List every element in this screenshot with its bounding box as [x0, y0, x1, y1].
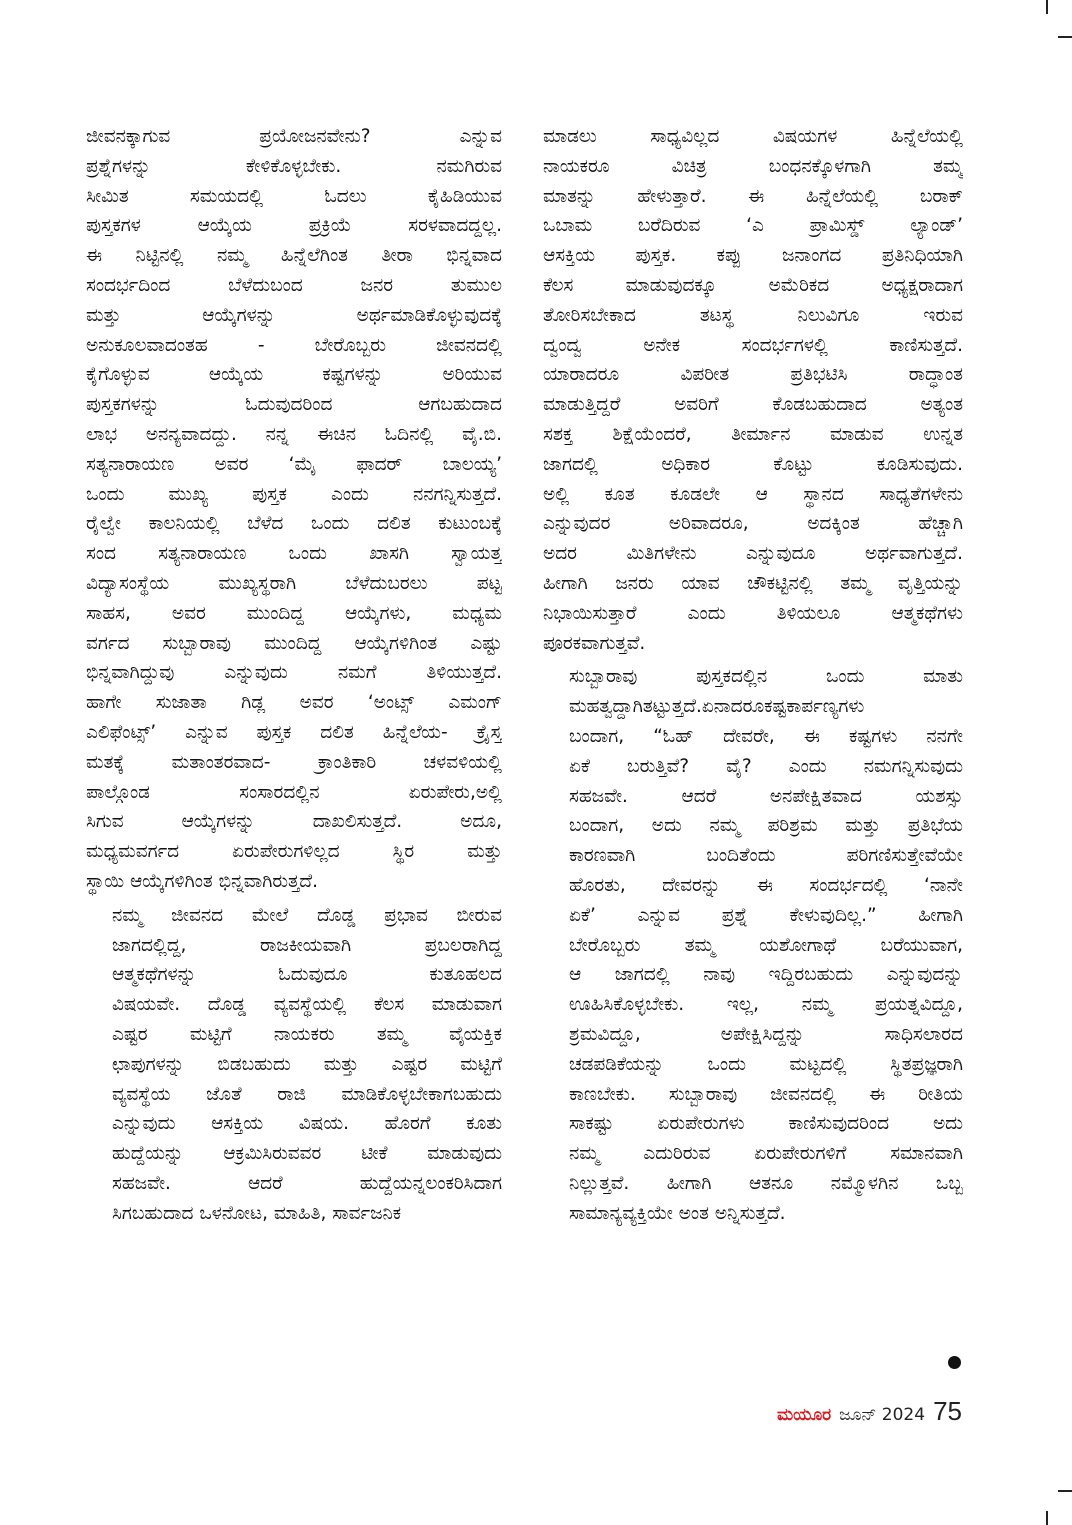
text-line: ಸತ್ಯನಾರಾಯಣ ಅವರ ‘ಮೈ ಫಾದರ್ ಬಾಲಯ್ಯ’ — [86, 453, 502, 475]
text-line: ವಿಷಯವೇ. ದೊಡ್ಡ ವ್ಯವಸ್ಥೆಯಲ್ಲಿ ಕೆಲಸ ಮಾಡುವಾಗ — [112, 994, 502, 1016]
text-line: ಎನ್ನುವುದು ಆಸಕ್ತಿಯ ವಿಷಯ. ಹೊರಗೆ ಕೂತು — [112, 1113, 502, 1135]
text-line: ಹುದ್ದೆಯನ್ನು ಆಕ್ರಮಿಸಿರುವವರ ಟೀಕೆ ಮಾಡುವುದು — [112, 1143, 502, 1165]
text-line: ಸಾಮಾನ್ಯವ್ಯಕ್ತಿಯೇ ಅಂತ ಅನ್ನಿಸುತ್ತದೆ. — [569, 1202, 786, 1224]
text-line: ಸಹಜವೇ. ಆದರೆ ಅನಪೇಕ್ಷಿತವಾದ ಯಶಸ್ಸು — [569, 785, 963, 807]
text-line: ಅಲ್ಲಿ ಕೂತ ಕೂಡಲೇ ಆ ಸ್ಥಾನದ ಸಾಧ್ಯತೆಗಳೇನು — [543, 483, 963, 505]
page-number: 75 — [933, 1396, 962, 1426]
text-line: ಅನುಕೂಲವಾದಂತಹ - ಬೇರೊಬ್ಬರು ಜೀವನದಲ್ಲಿ — [86, 334, 502, 356]
crop-mark — [1058, 36, 1072, 38]
text-line: ಜಾಗದಲ್ಲಿ ಅಧಿಕಾರ ಕೊಟ್ಟು ಕೂಡಿಸುವುದು. — [543, 453, 963, 475]
text-line: ಮಧ್ಯಮವರ್ಗದ ಏರುಪೇರುಗಳಿಲ್ಲದ ಸ್ಥಿರ ಮತ್ತು — [86, 841, 502, 863]
text-line: ಕೆಲಸ ಮಾಡುವುದಕ್ಕೂ ಅಮೆರಿಕದ ಅಧ್ಯಕ್ಷರಾದಾಗ — [543, 274, 963, 296]
text-line: ಎನ್ನುವುದರ ಅರಿವಾದರೂ, ಅದಕ್ಕಿಂತ ಹೆಚ್ಚಾಗಿ — [543, 513, 963, 535]
text-line: ಪುಸ್ತಕಗಳ ಆಯ್ಕೆಯ ಪ್ರಕ್ರಿಯೆ ಸರಳವಾದದ್ದಲ್ಲ. — [86, 215, 502, 237]
crop-mark — [1058, 1490, 1072, 1492]
text-line: ಸಹಜವೇ. ಆದರೆ ಹುದ್ದೆಯನ್ನಲಂಕರಿಸಿದಾಗ — [112, 1172, 502, 1194]
text-line: ಚಡಪಡಿಕೆಯನ್ನು ಒಂದು ಮಟ್ಟದಲ್ಲಿ ಸ್ಥಿತಪ್ರಜ್ಞರಾಗಿ — [569, 1053, 963, 1075]
text-line: ಈ ನಿಟ್ಟಿನಲ್ಲಿ ನಮ್ಮ ಹಿನ್ನೆಲೆಗಿಂತ ತೀರಾ ಭಿನ್ನವಾದ — [86, 245, 502, 267]
text-line: ಒಂದು ಮುಖ್ಯ ಪುಸ್ತಕ ಎಂದು ನನಗನ್ನಿಸುತ್ತದೆ. — [86, 483, 502, 505]
text-line: ಪೂರಕವಾಗುತ್ತವೆ. — [543, 632, 646, 654]
text-line: ಆಸಕ್ತಿಯ ಪುಸ್ತಕ. ಕಪ್ಪು ಜನಾಂಗದ ಪ್ರತಿನಿಧಿಯಾಗಿ — [543, 245, 963, 267]
text-line: ಮಾತನ್ನು ಹೇಳುತ್ತಾರೆ. ಈ ಹಿನ್ನೆಲೆಯಲ್ಲಿ ಬರಾಕ್ — [543, 185, 963, 207]
text-line: ಬೇರೊಬ್ಬರು ತಮ್ಮ ಯಶೋಗಾಥೆ ಬರೆಯುವಾಗ, — [569, 934, 963, 956]
text-line: ಸ್ಥಾಯಿ ಆಯ್ಕೆಗಳಿಗಿಂತ ಭಿನ್ನವಾಗಿರುತ್ತದೆ. — [86, 870, 318, 892]
text-line: ಕಾಣಬೇಕು. ಸುಬ್ಬಾರಾವು ಜೀವನದಲ್ಲಿ ಈ ರೀತಿಯ — [569, 1083, 963, 1105]
crop-mark — [1046, 1511, 1048, 1525]
text-line: ನಮ್ಮ ಎದುರಿರುವ ಏರುಪೇರುಗಳಿಗೆ ಸಮಾನವಾಗಿ — [569, 1143, 963, 1165]
text-line: ಹೀಗಾಗಿ ಜನರು ಯಾವ ಚೌಕಟ್ಟಿನಲ್ಲಿ ತಮ್ಮ ವೃತ್ತಿಯನ್ನು — [543, 572, 963, 594]
text-line: ಪ್ರಶ್ನೆಗಳನ್ನು ಕೇಳಿಕೊಳ್ಳಬೇಕು. ನಮಗಿರುವ — [86, 155, 502, 177]
paragraph — [543, 122, 963, 658]
text-line: ಜಾಗದಲ್ಲಿದ್ದ, ರಾಜಕೀಯವಾಗಿ ಪ್ರಬಲರಾಗಿದ್ದ — [112, 934, 502, 956]
text-line: ಸುಬ್ಬಾರಾವು ಪುಸ್ತಕದಲ್ಲಿನ ಒಂದು ಮಾತು — [569, 666, 963, 688]
text-line: ಬಂದಾಗ, “ಓಹ್ ದೇವರೇ, ಈ ಕಷ್ಟಗಳು ನನಗೇ — [569, 725, 963, 747]
text-line: ಹೊರತು, ದೇವರನ್ನು ಈ ಸಂದರ್ಭದಲ್ಲಿ ‘ನಾನೇ — [569, 874, 963, 896]
text-line: ವ್ಯವಸ್ಥೆಯ ಜೊತೆ ರಾಜಿ ಮಾಡಿಕೊಳ್ಳಬೇಕಾಗಬಹುದು — [112, 1083, 502, 1105]
crop-mark — [1046, 0, 1048, 14]
text-line: ಶ್ರಮವಿದ್ದೂ, ಅಪೇಕ್ಷಿಸಿದ್ದನ್ನು ಸಾಧಿಸಲಾರದ — [569, 1023, 963, 1045]
text-line: ಹಾಗೇ ಸುಜಾತಾ ಗಿಡ್ಲ ಅವರ ‘ಅಂಟ್ಸ್ ಎಮಂಗ್ — [86, 692, 502, 714]
text-line: ಲಾಭ ಅನನ್ಯವಾದದ್ದು. ನನ್ನ ಈಚಿನ ಓದಿನಲ್ಲಿ ವೈ.ಬಿ. — [86, 423, 502, 445]
text-line: ಮಹತ್ವದ್ದಾಗಿತಟ್ಟುತ್ತದೆ.ಏನಾದರೂಕಷ್ಟಕಾರ್ಪಣ್ಯಗಳು — [569, 696, 865, 718]
text-line: ಸಂದ ಸತ್ಯನಾರಾಯಣ ಒಂದು ಖಾಸಗಿ ಸ್ವಾಯತ್ತ — [86, 543, 502, 565]
left-column — [86, 122, 502, 1228]
text-line: ಅದರ ಮಿತಿಗಳೇನು ಎನ್ನುವುದೂ ಅರ್ಥವಾಗುತ್ತದೆ. — [543, 543, 963, 565]
text-line: ಕಾರಣವಾಗಿ ಬಂದಿತೆಂದು ಪರಿಗಣಿಸುತ್ತೇವೆಯೇ — [569, 845, 963, 867]
text-line: ಬಂದಾಗ, ಅದು ನಮ್ಮ ಪರಿಶ್ರಮ ಮತ್ತು ಪ್ರತಿಭೆಯ — [569, 815, 963, 837]
text-line: ಮಾಡಲು ಸಾಧ್ಯವಿಲ್ಲದ ವಿಷಯಗಳ ಹಿನ್ನೆಲೆಯಲ್ಲಿ — [543, 126, 963, 147]
text-line: ಮತ್ತು ಆಯ್ಕೆಗಳನ್ನು ಅರ್ಥಮಾಡಿಕೊಳ್ಳುವುದಕ್ಕೆ — [86, 304, 502, 326]
right-column — [543, 122, 963, 1228]
text-line: ಒಬಾಮ ಬರೆದಿರುವ ‘ಎ ಪ್ರಾಮಿಸ್ಡ್ ಲ್ಯಾಂಡ್’ — [543, 215, 963, 237]
text-line: ಸಶಕ್ತ ಶಿಕ್ಷೆಯೆಂದರೆ, ತೀರ್ಮಾನ ಮಾಡುವ ಉನ್ನತ — [543, 423, 963, 445]
text-line: ನಮ್ಮ ಜೀವನದ ಮೇಲೆ ದೊಡ್ಡ ಪ್ರಭಾವ ಬೀರುವ — [112, 904, 502, 926]
text-line: ಪಾಲ್ಗೊಂಡ ಸಂಸಾರದಲ್ಲಿನ ಏರುಪೇರು,ಅಲ್ಲಿ — [86, 781, 502, 803]
text-line: ಯಾರಾದರೂ ವಿಪರೀತ ಪ್ರತಿಭಟಿಸಿ ರಾದ್ಧಾಂತ — [543, 364, 963, 386]
text-line: ಜೀವನಕ್ಕಾಗುವ ಪ್ರಯೋಜನವೇನು? ಎನ್ನುವ — [86, 126, 502, 147]
text-line: ವಿದ್ಯಾಸಂಸ್ಥೆಯ ಮುಖ್ಯಸ್ಥರಾಗಿ ಬೆಳೆದುಬರಲು ಪಟ್ಟ — [86, 572, 502, 594]
text-line: ಕೈಗೊಳ್ಳುವ ಆಯ್ಕೆಯ ಕಷ್ಟಗಳನ್ನು ಅರಿಯುವ — [86, 364, 502, 386]
text-line: ಏಕೆ’ ಎನ್ನುವ ಪ್ರಶ್ನೆ ಕೇಳುವುದಿಲ್ಲ.” ಹೀಗಾಗಿ — [569, 904, 963, 926]
text-line: ನಿಲ್ಲುತ್ತವೆ. ಹೀಗಾಗಿ ಆತನೂ ನಮ್ಮೊಳಗಿನ ಒಬ್ಬ — [569, 1172, 963, 1194]
page-footer — [777, 1396, 962, 1427]
paragraph — [543, 662, 963, 1228]
text-line: ಸಿಗಬಹುದಾದ ಒಳನೋಟ, ಮಾಹಿತಿ, ಸಾರ್ವಜನಿಕ — [112, 1202, 402, 1224]
text-line: ಸಿಗುವ ಆಯ್ಕೆಗಳನ್ನು ದಾಖಲಿಸುತ್ತದೆ. ಅದೂ, — [86, 811, 502, 833]
text-line: ಊಹಿಸಿಕೊಳ್ಳಬೇಕು. ಇಲ್ಲ, ನಮ್ಮ ಪ್ರಯತ್ನವಿದ್ದೂ, — [569, 994, 963, 1016]
text-line: ಪುಸ್ತಕಗಳನ್ನು ಓದುವುದರಿಂದ ಆಗಬಹುದಾದ — [86, 394, 502, 416]
text-line: ಸಾಹಸ, ಅವರ ಮುಂದಿದ್ದ ಆಯ್ಕೆಗಳು, ಮಧ್ಯಮ — [86, 602, 502, 624]
text-line: ಏಕೆ ಬರುತ್ತಿವೆ? ವೈ? ಎಂದು ನಮಗನ್ನಿಸುವುದು — [569, 755, 963, 777]
text-line: ನಾಯಕರೂ ವಿಚಿತ್ರ ಬಂಧನಕ್ಕೊಳಗಾಗಿ ತಮ್ಮ — [543, 155, 963, 177]
issue-date: ಜೂನ್ 2024 — [839, 1405, 926, 1425]
text-line: ಮತಕ್ಕೆ ಮತಾಂತರವಾದ- ಕ್ರಾಂತಿಕಾರಿ ಚಳವಳಿಯಲ್ಲಿ — [86, 751, 502, 773]
text-line: ಮಾಡುತ್ತಿದ್ದರೆ ಅವರಿಗೆ ಕೊಡಬಹುದಾದ ಅತ್ಯಂತ — [543, 394, 963, 416]
text-line: ತೋರಿಸಬೇಕಾದ ತಟಸ್ಥ ನಿಲುವಿಗೂ ಇರುವ — [543, 304, 963, 326]
text-line: ಭಿನ್ನವಾಗಿದ್ದುವು ಎನ್ನುವುದು ನಮಗೆ ತಿಳಿಯುತ್ತದೆ. — [86, 662, 502, 684]
text-line: ಆ ಜಾಗದಲ್ಲಿ ನಾವು ಇದ್ದಿರಬಹುದು ಎನ್ನುವುದನ್ನು — [569, 964, 963, 986]
text-line: ಆತ್ಮಕಥೆಗಳನ್ನು ಓದುವುದೂ ಕುತೂಹಲದ — [112, 964, 502, 986]
text-line: ರೈಲ್ವೇ ಕಾಲನಿಯಲ್ಲಿ ಬೆಳೆದ ಒಂದು ದಲಿತ ಕುಟುಂಬಕ್ಕೆ — [86, 513, 502, 535]
paragraph — [86, 901, 502, 1229]
text-line: ಎಷ್ಟರ ಮಟ್ಟಿಗೆ ನಾಯಕರು ತಮ್ಮ ವೈಯಕ್ತಿಕ — [112, 1023, 502, 1045]
text-line: ನಿಭಾಯಿಸುತ್ತಾರೆ ಎಂದು ತಿಳಿಯಲೂ ಆತ್ಮಕಥೆಗಳು — [543, 602, 963, 624]
text-line: ಎಲಿಫೆಂಟ್ಸ್’ ಎನ್ನುವ ಪುಸ್ತಕ ದಲಿತ ಹಿನ್ನೆಲೆಯ- ಕ್ರೈಸ್ತ — [86, 721, 502, 743]
text-line: ಛಾಪುಗಳನ್ನು ಬಿಡಬಹುದು ಮತ್ತು ಎಷ್ಟರ ಮಟ್ಟಿಗೆ — [112, 1053, 502, 1075]
magazine-brand: ಮಯೂರ — [776, 1405, 832, 1425]
text-line: ವರ್ಗದ ಸುಬ್ಬಾರಾವು ಮುಂದಿದ್ದ ಆಯ್ಕೆಗಳಿಗಿಂತ ಎಷ್ಟು — [86, 632, 502, 654]
paragraph — [86, 122, 502, 897]
text-line: ಸಾಕಷ್ಟು ಏರುಪೇರುಗಳು ಕಾಣಿಸುವುದರಿಂದ ಅದು — [569, 1113, 963, 1135]
text-line: ಸೀಮಿತ ಸಮಯದಲ್ಲಿ ಓದಲು ಕೈಹಿಡಿಯುವ — [86, 185, 502, 207]
end-of-article-bullet — [948, 1356, 961, 1369]
text-line: ದ್ವಂದ್ವ ಅನೇಕ ಸಂದರ್ಭಗಳಲ್ಲಿ ಕಾಣಿಸುತ್ತದೆ. — [543, 334, 963, 356]
text-line: ಸಂದರ್ಭದಿಂದ ಬೆಳೆದುಬಂದ ಜನರ ತುಮುಲ — [86, 274, 502, 296]
